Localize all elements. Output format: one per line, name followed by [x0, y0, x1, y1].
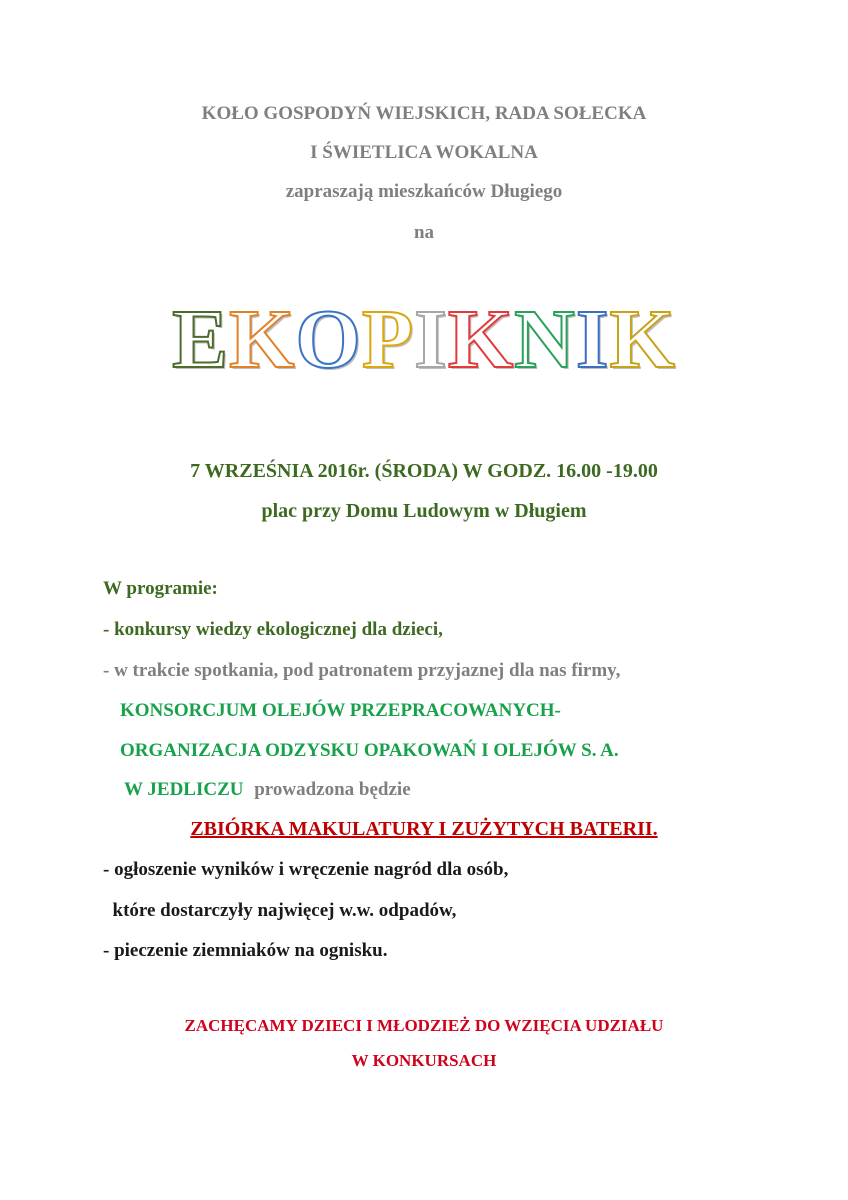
footer-line-2: W KONKURSACH	[351, 1051, 497, 1070]
invitation-na: na	[413, 222, 435, 243]
organizers-line-2: I ŚWIETLICA WOKALNA	[310, 142, 538, 163]
title-letter: N	[514, 293, 576, 386]
title-letter: I	[414, 293, 448, 386]
title-letter: K	[229, 293, 296, 386]
company-name-line-2: ORGANIZACJA ODZYSKU OPAKOWAŃ I OLEJÓW S. A.	[120, 740, 619, 761]
title-letter: O	[295, 293, 362, 386]
program-heading: W programie:	[103, 578, 218, 599]
collection-line	[0, 818, 848, 841]
title-letter: P	[361, 293, 415, 386]
footer-line-1: ZACHĘCAMY DZIECI I MŁODZIEŻ DO WZIĘCIA UDZIAŁU	[184, 1016, 664, 1035]
collection-intro: prowadzona będzie	[254, 779, 411, 800]
event-place: plac przy Domu Ludowym w Długiem	[261, 500, 587, 522]
program-item-patronage: - w trakcie spotkania, pod patronatem przyjaznej dla nas firmy,	[103, 660, 621, 681]
title-letter: K	[609, 293, 676, 386]
company-location: W JEDLICZU	[124, 779, 244, 800]
title-letter: E	[172, 293, 230, 386]
title-letter: I	[575, 293, 610, 386]
invitation-line: zapraszają mieszkańców Długiego	[285, 181, 563, 202]
event-title	[0, 290, 848, 390]
company-location-line	[124, 779, 411, 801]
program-item-contests: - konkursy wiedzy ekologicznej dla dzieci,	[103, 619, 443, 640]
collection-title: ZBIÓRKA MAKULATURY I ZUŻYTYCH BATERII.	[190, 818, 658, 840]
company-name-line-1: KONSORCJUM OLEJÓW PRZEPRACOWANYCH-	[120, 700, 561, 721]
event-date: 7 WRZEŚNIA 2016r. (ŚRODA) W GODZ. 16.00 -19.00	[190, 460, 658, 482]
organizers-line-1: KOŁO GOSPODYŃ WIEJSKICH, RADA SOŁECKA	[201, 103, 647, 124]
program-item-results: - ogłoszenie wyników i wręczenie nagród dla osób,	[103, 859, 509, 880]
title-letter: K	[447, 293, 515, 386]
program-item-results-cont: które dostarczyły najwięcej w.w. odpadów,	[103, 900, 457, 921]
program-item-potatoes: - pieczenie ziemniaków na ognisku.	[103, 940, 388, 961]
